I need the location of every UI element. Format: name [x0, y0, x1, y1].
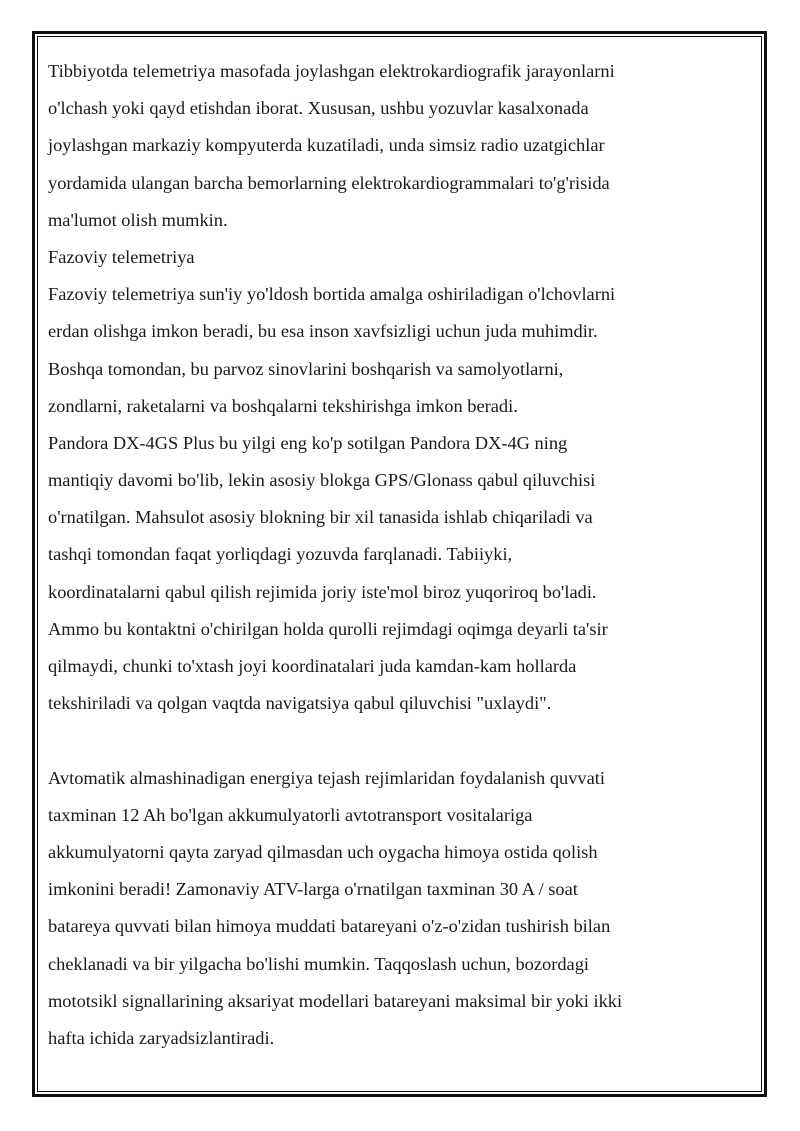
text-line: taxminan 12 Ah bo'lgan akkumulyatorli avtotransport vositalariga — [48, 804, 533, 825]
paragraph-energy-saving — [48, 760, 748, 1058]
text-line: mantiqiy davomi bo'lib, lekin asosiy blokga GPS/Glonass qabul qiluvchisi — [48, 470, 596, 491]
text-line: yordamida ulangan barcha bemorlarning elektrokardiogrammalari to'g'risida — [48, 172, 610, 193]
text-line: erdan olishga imkon beradi, bu esa inson xavfsizligi uchun juda muhimdir. — [48, 321, 598, 342]
text-line: koordinatalarni qabul qilish rejimida joriy iste'mol biroz yuqoriroq bo'ladi. — [48, 581, 597, 602]
paragraph-telemetry-medicine — [48, 53, 748, 239]
section-heading: Fazoviy telemetriya — [48, 246, 195, 267]
text-line: Pandora DX-4GS Plus bu yilgi eng ko'p sotilgan Pandora DX-4G ning — [48, 432, 568, 453]
paragraph-spacer — [48, 722, 748, 759]
text-line: zondlarni, raketalarni va boshqalarni tekshirishga imkon beradi. — [48, 395, 518, 416]
text-line: o'rnatilgan. Mahsulot asosiy blokning bir xil tanasida ishlab chiqariladi va — [48, 507, 593, 528]
text-line: akkumulyatorni qayta zaryad qilmasdan uch oygacha himoya ostida qolish — [48, 841, 598, 862]
text-line: joylashgan markaziy kompyuterda kuzatiladi, unda simsiz radio uzatgichlar — [48, 135, 605, 156]
text-line: cheklanadi va bir yilgacha bo'lishi mumkin. Taqqoslash uchun, bozordagi — [48, 953, 590, 974]
text-line: Ammo bu kontaktni o'chirilgan holda qurolli rejimdagi oqimga deyarli ta'sir — [48, 618, 608, 639]
text-line: tashqi tomondan faqat yorliqdagi yozuvda farqlanadi. Tabiiyki, — [48, 544, 513, 565]
paragraph-space-telemetry — [48, 276, 748, 425]
text-line: mototsikl signallarining aksariyat modellari batareyani maksimal bir yoki ikki — [48, 990, 623, 1011]
text-line: ma'lumot olish mumkin. — [48, 209, 228, 230]
text-line: Tibbiyotda telemetriya masofada joylashgan elektrokardiografik jarayonlarni — [48, 61, 615, 81]
text-line: imkonini beradi! Zamonaviy ATV-larga o'rnatilgan taxminan 30 A / soat — [48, 879, 578, 900]
text-line: hafta ichida zaryadsizlantiradi. — [48, 1027, 275, 1048]
text-line: Fazoviy telemetriya sun'iy yo'ldosh bortida amalga oshiriladigan o'lchovlarni — [48, 284, 616, 305]
text-line: Avtomatik almashinadigan energiya tejash rejimlaridan foydalanish quvvati — [48, 767, 606, 788]
text-line: batareya quvvati bilan himoya muddati batareyani o'z-o'zidan tushirish bilan — [48, 916, 611, 937]
document-body — [48, 53, 748, 1057]
text-line: o'lchash yoki qayd etishdan iborat. Xususan, ushbu yozuvlar kasalxonada — [48, 98, 589, 119]
text-line: tekshiriladi va qolgan vaqtda navigatsiya qabul qiluvchisi "uxlaydi". — [48, 693, 552, 714]
text-line: qilmaydi, chunki to'xtash joyi koordinatalari juda kamdan-kam hollarda — [48, 656, 577, 676]
paragraph-pandora — [48, 425, 748, 723]
text-line: Boshqa tomondan, bu parvoz sinovlarini boshqarish va samolyotlarni, — [48, 358, 564, 379]
